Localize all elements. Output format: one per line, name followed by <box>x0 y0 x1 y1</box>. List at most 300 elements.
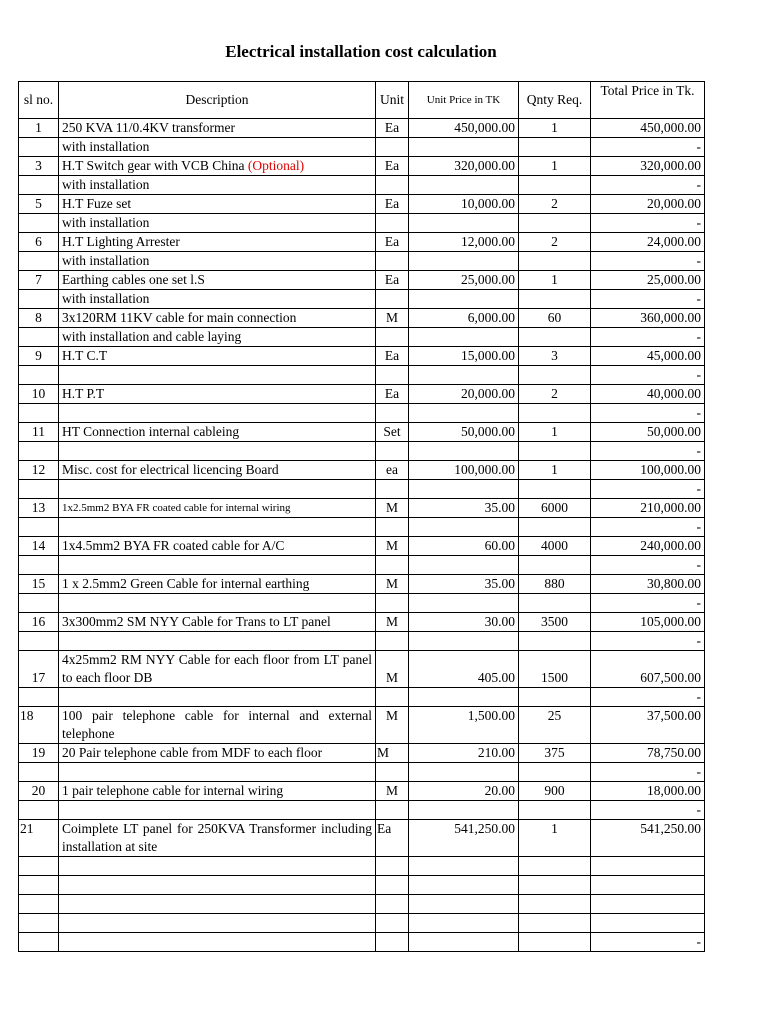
cell-unit <box>376 876 409 895</box>
cell-total-price: 24,000.00 <box>591 233 705 252</box>
cell-description <box>59 763 376 782</box>
description-text: 250 KVA 11/0.4KV transformer <box>62 120 235 135</box>
cell-total-price: - <box>591 404 705 423</box>
cell-description <box>59 876 376 895</box>
cell-total-price: - <box>591 801 705 820</box>
cell-sl-no: 14 <box>19 537 59 556</box>
cell-unit-price: 35.00 <box>409 575 519 594</box>
description-text: 1x2.5mm2 BYA FR coated cable for internal wiring <box>62 502 291 514</box>
description-text: H.T Fuze set <box>62 196 132 211</box>
cell-unit-price: 320,000.00 <box>409 157 519 176</box>
table-row <box>19 328 705 347</box>
cell-total-price: 20,000.00 <box>591 195 705 214</box>
cell-sl-no <box>19 763 59 782</box>
cell-unit-price <box>409 328 519 347</box>
description-text: 100 pair telephone cable for internal and external telephone <box>62 708 372 741</box>
cell-unit: ea <box>376 461 409 480</box>
cell-quantity: 1 <box>519 119 591 138</box>
cell-quantity: 1 <box>519 461 591 480</box>
cell-quantity <box>519 518 591 537</box>
cell-sl-no <box>19 366 59 385</box>
cell-description <box>59 707 376 744</box>
cell-unit-price <box>409 404 519 423</box>
cell-quantity: 60 <box>519 309 591 328</box>
description-text: H.T Lighting Arrester <box>62 234 180 249</box>
cell-unit-price <box>409 632 519 651</box>
cell-unit <box>376 763 409 782</box>
cell-quantity <box>519 442 591 461</box>
cell-unit: M <box>376 575 409 594</box>
cell-quantity <box>519 801 591 820</box>
table-row <box>19 895 705 914</box>
cell-quantity <box>519 933 591 952</box>
cell-unit <box>376 214 409 233</box>
cell-sl-no: 8 <box>19 309 59 328</box>
cell-unit-price <box>409 214 519 233</box>
cell-total-price: 37,500.00 <box>591 707 705 744</box>
cell-description <box>59 857 376 876</box>
header-row <box>19 82 705 119</box>
cell-unit: M <box>376 499 409 518</box>
cell-description <box>59 214 376 233</box>
cell-unit: M <box>376 537 409 556</box>
cell-unit: Ea <box>376 233 409 252</box>
cell-total-price: - <box>591 290 705 309</box>
table-row <box>19 480 705 499</box>
cell-description <box>59 252 376 271</box>
cell-sl-no: 12 <box>19 461 59 480</box>
cell-unit: M <box>376 651 409 688</box>
cell-description <box>59 613 376 632</box>
cell-quantity: 25 <box>519 707 591 744</box>
cell-sl-no <box>19 138 59 157</box>
description-text: Misc. cost for electrical licencing Board <box>62 462 279 477</box>
cell-unit-price: 450,000.00 <box>409 119 519 138</box>
cell-quantity <box>519 366 591 385</box>
cell-description <box>59 594 376 613</box>
table-row <box>19 632 705 651</box>
description-text: 1x4.5mm2 BYA FR coated cable for A/C <box>62 538 285 553</box>
cell-quantity <box>519 480 591 499</box>
cell-sl-no <box>19 632 59 651</box>
cell-total-price: 320,000.00 <box>591 157 705 176</box>
cell-total-price: 210,000.00 <box>591 499 705 518</box>
table-row <box>19 271 705 290</box>
cell-description <box>59 290 376 309</box>
cell-sl-no: 7 <box>19 271 59 290</box>
cell-total-price <box>591 876 705 895</box>
cell-description <box>59 744 376 763</box>
cell-unit <box>376 290 409 309</box>
cell-sl-no <box>19 518 59 537</box>
cell-quantity: 2 <box>519 385 591 404</box>
cell-quantity: 4000 <box>519 537 591 556</box>
table-row <box>19 385 705 404</box>
cell-description <box>59 556 376 575</box>
table-row <box>19 933 705 952</box>
cell-quantity: 3 <box>519 347 591 366</box>
cell-description <box>59 632 376 651</box>
description-text: Earthing cables one set l.S <box>62 272 205 287</box>
cell-quantity <box>519 252 591 271</box>
cell-quantity: 3500 <box>519 613 591 632</box>
cell-unit-price: 20,000.00 <box>409 385 519 404</box>
cell-unit <box>376 138 409 157</box>
cell-description <box>59 820 376 857</box>
cell-description <box>59 801 376 820</box>
cell-unit-price <box>409 138 519 157</box>
table-row <box>19 214 705 233</box>
cell-unit-price: 100,000.00 <box>409 461 519 480</box>
cell-total-price: - <box>591 214 705 233</box>
cell-quantity <box>519 632 591 651</box>
table-row <box>19 195 705 214</box>
cell-sl-no <box>19 290 59 309</box>
cell-sl-no: 18 <box>19 707 59 744</box>
cell-description <box>59 575 376 594</box>
cell-unit-price: 30.00 <box>409 613 519 632</box>
cell-sl-no <box>19 933 59 952</box>
cell-unit: M <box>376 782 409 801</box>
table-row <box>19 499 705 518</box>
table-row <box>19 575 705 594</box>
cell-unit-price: 50,000.00 <box>409 423 519 442</box>
cell-quantity <box>519 688 591 707</box>
cell-unit-price <box>409 688 519 707</box>
cell-sl-no <box>19 480 59 499</box>
cell-sl-no <box>19 556 59 575</box>
cell-total-price: 45,000.00 <box>591 347 705 366</box>
cell-description <box>59 537 376 556</box>
description-text: 3x300mm2 SM NYY Cable for Trans to LT panel <box>62 614 331 629</box>
cell-description <box>59 138 376 157</box>
cell-sl-no <box>19 328 59 347</box>
cell-quantity: 1 <box>519 157 591 176</box>
cell-total-price: - <box>591 442 705 461</box>
cell-unit-price <box>409 876 519 895</box>
cell-sl-no <box>19 176 59 195</box>
cell-unit <box>376 252 409 271</box>
cell-description <box>59 271 376 290</box>
cell-total-price: 541,250.00 <box>591 820 705 857</box>
cell-quantity <box>519 857 591 876</box>
table-row <box>19 423 705 442</box>
cell-unit: Ea <box>376 820 409 857</box>
cell-unit <box>376 801 409 820</box>
cell-description <box>59 688 376 707</box>
cell-unit <box>376 857 409 876</box>
description-text: with installation <box>62 177 150 192</box>
cell-quantity: 2 <box>519 195 591 214</box>
table-row <box>19 461 705 480</box>
cell-description <box>59 895 376 914</box>
cell-unit: Ea <box>376 385 409 404</box>
cell-description <box>59 404 376 423</box>
cell-unit <box>376 556 409 575</box>
cell-quantity <box>519 594 591 613</box>
cell-total-price: - <box>591 252 705 271</box>
cell-unit: M <box>376 613 409 632</box>
cell-sl-no: 5 <box>19 195 59 214</box>
table-row <box>19 119 705 138</box>
cell-quantity: 6000 <box>519 499 591 518</box>
table-row <box>19 857 705 876</box>
cell-sl-no <box>19 688 59 707</box>
cell-description <box>59 195 376 214</box>
cell-unit <box>376 442 409 461</box>
table-row <box>19 138 705 157</box>
cell-sl-no: 11 <box>19 423 59 442</box>
cell-quantity <box>519 404 591 423</box>
cell-sl-no <box>19 404 59 423</box>
cell-unit-price: 405.00 <box>409 651 519 688</box>
cell-quantity: 375 <box>519 744 591 763</box>
cell-unit-price: 60.00 <box>409 537 519 556</box>
cell-unit-price <box>409 176 519 195</box>
table-row <box>19 613 705 632</box>
cell-description <box>59 480 376 499</box>
cell-sl-no: 13 <box>19 499 59 518</box>
cell-unit-price <box>409 594 519 613</box>
cell-total-price: - <box>591 366 705 385</box>
cell-quantity <box>519 176 591 195</box>
cell-sl-no: 19 <box>19 744 59 763</box>
cell-quantity: 900 <box>519 782 591 801</box>
table-row <box>19 233 705 252</box>
cell-description <box>59 385 376 404</box>
table-row <box>19 744 705 763</box>
table-row <box>19 366 705 385</box>
table-row <box>19 688 705 707</box>
cell-unit-price: 20.00 <box>409 782 519 801</box>
header-sl: sl no. <box>19 82 59 119</box>
cell-unit: Set <box>376 423 409 442</box>
description-text: H.T C.T <box>62 348 108 363</box>
cell-total-price <box>591 914 705 933</box>
description-text: 1 pair telephone cable for internal wiring <box>62 783 284 798</box>
table-row <box>19 914 705 933</box>
cell-total-price: 25,000.00 <box>591 271 705 290</box>
cell-sl-no: 16 <box>19 613 59 632</box>
cell-quantity <box>519 556 591 575</box>
cell-unit: Ea <box>376 195 409 214</box>
cell-description <box>59 233 376 252</box>
header-unit: Unit <box>376 82 409 119</box>
cell-quantity <box>519 876 591 895</box>
cell-total-price: - <box>591 933 705 952</box>
description-text: H.T P.T <box>62 386 105 401</box>
cell-quantity: 2 <box>519 233 591 252</box>
cell-unit <box>376 366 409 385</box>
description-text: 3x120RM 11KV cable for main connection <box>62 310 297 325</box>
cell-quantity <box>519 138 591 157</box>
cell-sl-no <box>19 214 59 233</box>
header-description: Description <box>59 82 376 119</box>
cell-unit-price <box>409 857 519 876</box>
cell-unit-price: 10,000.00 <box>409 195 519 214</box>
cell-quantity <box>519 895 591 914</box>
cell-total-price: 40,000.00 <box>591 385 705 404</box>
cell-sl-no: 6 <box>19 233 59 252</box>
cell-sl-no <box>19 876 59 895</box>
description-text: 4x25mm2 RM NYY Cable for each floor from LT panel to each floor DB <box>62 652 372 685</box>
cell-quantity: 1 <box>519 271 591 290</box>
table-row <box>19 347 705 366</box>
cell-description <box>59 782 376 801</box>
cost-table <box>18 81 705 952</box>
page-title: Electrical installation cost calculation <box>225 42 497 61</box>
cell-unit-price: 25,000.00 <box>409 271 519 290</box>
table-row <box>19 442 705 461</box>
cell-description <box>59 176 376 195</box>
cell-unit-price <box>409 895 519 914</box>
table-row <box>19 820 705 857</box>
cell-unit-price <box>409 442 519 461</box>
cell-unit <box>376 480 409 499</box>
optional-note: (Optional) <box>247 158 305 173</box>
table-row <box>19 518 705 537</box>
cell-sl-no: 9 <box>19 347 59 366</box>
description-text: Coimplete LT panel for 250KVA Transformer including installation at site <box>62 821 372 854</box>
cell-total-price: 450,000.00 <box>591 119 705 138</box>
cell-unit-price <box>409 366 519 385</box>
cell-total-price: - <box>591 763 705 782</box>
cell-unit-price <box>409 801 519 820</box>
cell-sl-no: 15 <box>19 575 59 594</box>
table-body <box>19 119 705 952</box>
description-text: HT Connection internal cableing <box>62 424 240 439</box>
cell-unit-price <box>409 914 519 933</box>
cell-description <box>59 499 376 518</box>
cell-unit-price: 6,000.00 <box>409 309 519 328</box>
cell-unit-price <box>409 290 519 309</box>
cell-unit <box>376 933 409 952</box>
table-row <box>19 556 705 575</box>
cell-description <box>59 518 376 537</box>
cell-total-price: 30,800.00 <box>591 575 705 594</box>
cell-total-price: 78,750.00 <box>591 744 705 763</box>
cell-unit: Ea <box>376 271 409 290</box>
cell-sl-no <box>19 801 59 820</box>
table-row <box>19 763 705 782</box>
cell-unit: M <box>376 309 409 328</box>
cell-unit: Ea <box>376 347 409 366</box>
cell-unit-price: 541,250.00 <box>409 820 519 857</box>
cell-unit-price <box>409 933 519 952</box>
cell-unit <box>376 895 409 914</box>
cell-total-price: 240,000.00 <box>591 537 705 556</box>
cell-sl-no <box>19 594 59 613</box>
cell-quantity: 1 <box>519 820 591 857</box>
cell-sl-no: 21 <box>19 820 59 857</box>
cell-description <box>59 366 376 385</box>
cell-sl-no: 10 <box>19 385 59 404</box>
cell-description <box>59 347 376 366</box>
cell-sl-no: 20 <box>19 782 59 801</box>
cell-description <box>59 119 376 138</box>
cell-unit-price <box>409 480 519 499</box>
header-unit-price: Unit Price in TK <box>409 82 519 119</box>
cell-total-price: - <box>591 176 705 195</box>
description-text: 20 Pair telephone cable from MDF to each floor <box>62 745 323 760</box>
table-row <box>19 252 705 271</box>
description-text: with installation <box>62 291 150 306</box>
cell-quantity <box>519 328 591 347</box>
cell-total-price: - <box>591 594 705 613</box>
description-text: H.T Switch gear with VCB China <box>62 158 248 173</box>
cell-total-price: 100,000.00 <box>591 461 705 480</box>
table-row <box>19 594 705 613</box>
cell-total-price <box>591 895 705 914</box>
cell-unit <box>376 594 409 613</box>
cell-unit-price <box>409 763 519 782</box>
description-text: with installation <box>62 139 150 154</box>
cell-quantity <box>519 763 591 782</box>
cell-unit-price: 12,000.00 <box>409 233 519 252</box>
cell-total-price: - <box>591 328 705 347</box>
description-text: with installation <box>62 215 150 230</box>
header-total-price: Total Price in Tk. <box>591 82 705 119</box>
table-row <box>19 801 705 820</box>
header-quantity: Qnty Req. <box>519 82 591 119</box>
cell-unit-price <box>409 252 519 271</box>
description-text: with installation and cable laying <box>62 329 242 344</box>
cell-sl-no <box>19 895 59 914</box>
table-row <box>19 876 705 895</box>
cell-unit <box>376 328 409 347</box>
cell-quantity: 1 <box>519 423 591 442</box>
cell-unit <box>376 518 409 537</box>
cell-unit-price: 1,500.00 <box>409 707 519 744</box>
description-text: 1 x 2.5mm2 Green Cable for internal earthing <box>62 576 310 591</box>
description-text: with installation <box>62 253 150 268</box>
cell-total-price: 607,500.00 <box>591 651 705 688</box>
table-row <box>19 290 705 309</box>
cell-total-price: 105,000.00 <box>591 613 705 632</box>
cell-quantity <box>519 214 591 233</box>
table-row <box>19 176 705 195</box>
cell-unit-price <box>409 556 519 575</box>
cell-total-price: - <box>591 138 705 157</box>
cell-total-price: - <box>591 518 705 537</box>
table-row <box>19 651 705 688</box>
table-row <box>19 404 705 423</box>
cell-description <box>59 157 376 176</box>
cell-description <box>59 309 376 328</box>
cell-description <box>59 328 376 347</box>
cell-description <box>59 933 376 952</box>
cell-total-price: 360,000.00 <box>591 309 705 328</box>
cell-unit-price: 210.00 <box>409 744 519 763</box>
table-row <box>19 782 705 801</box>
cell-total-price: - <box>591 632 705 651</box>
cell-quantity: 880 <box>519 575 591 594</box>
cell-description <box>59 461 376 480</box>
cell-description <box>59 914 376 933</box>
cell-unit-price <box>409 518 519 537</box>
cell-description <box>59 423 376 442</box>
cell-description <box>59 651 376 688</box>
cell-total-price: - <box>591 480 705 499</box>
cell-sl-no <box>19 914 59 933</box>
cell-unit: Ea <box>376 157 409 176</box>
cell-sl-no <box>19 442 59 461</box>
cell-total-price: 18,000.00 <box>591 782 705 801</box>
table-row <box>19 157 705 176</box>
cell-total-price <box>591 857 705 876</box>
table-row <box>19 707 705 744</box>
cell-unit <box>376 632 409 651</box>
